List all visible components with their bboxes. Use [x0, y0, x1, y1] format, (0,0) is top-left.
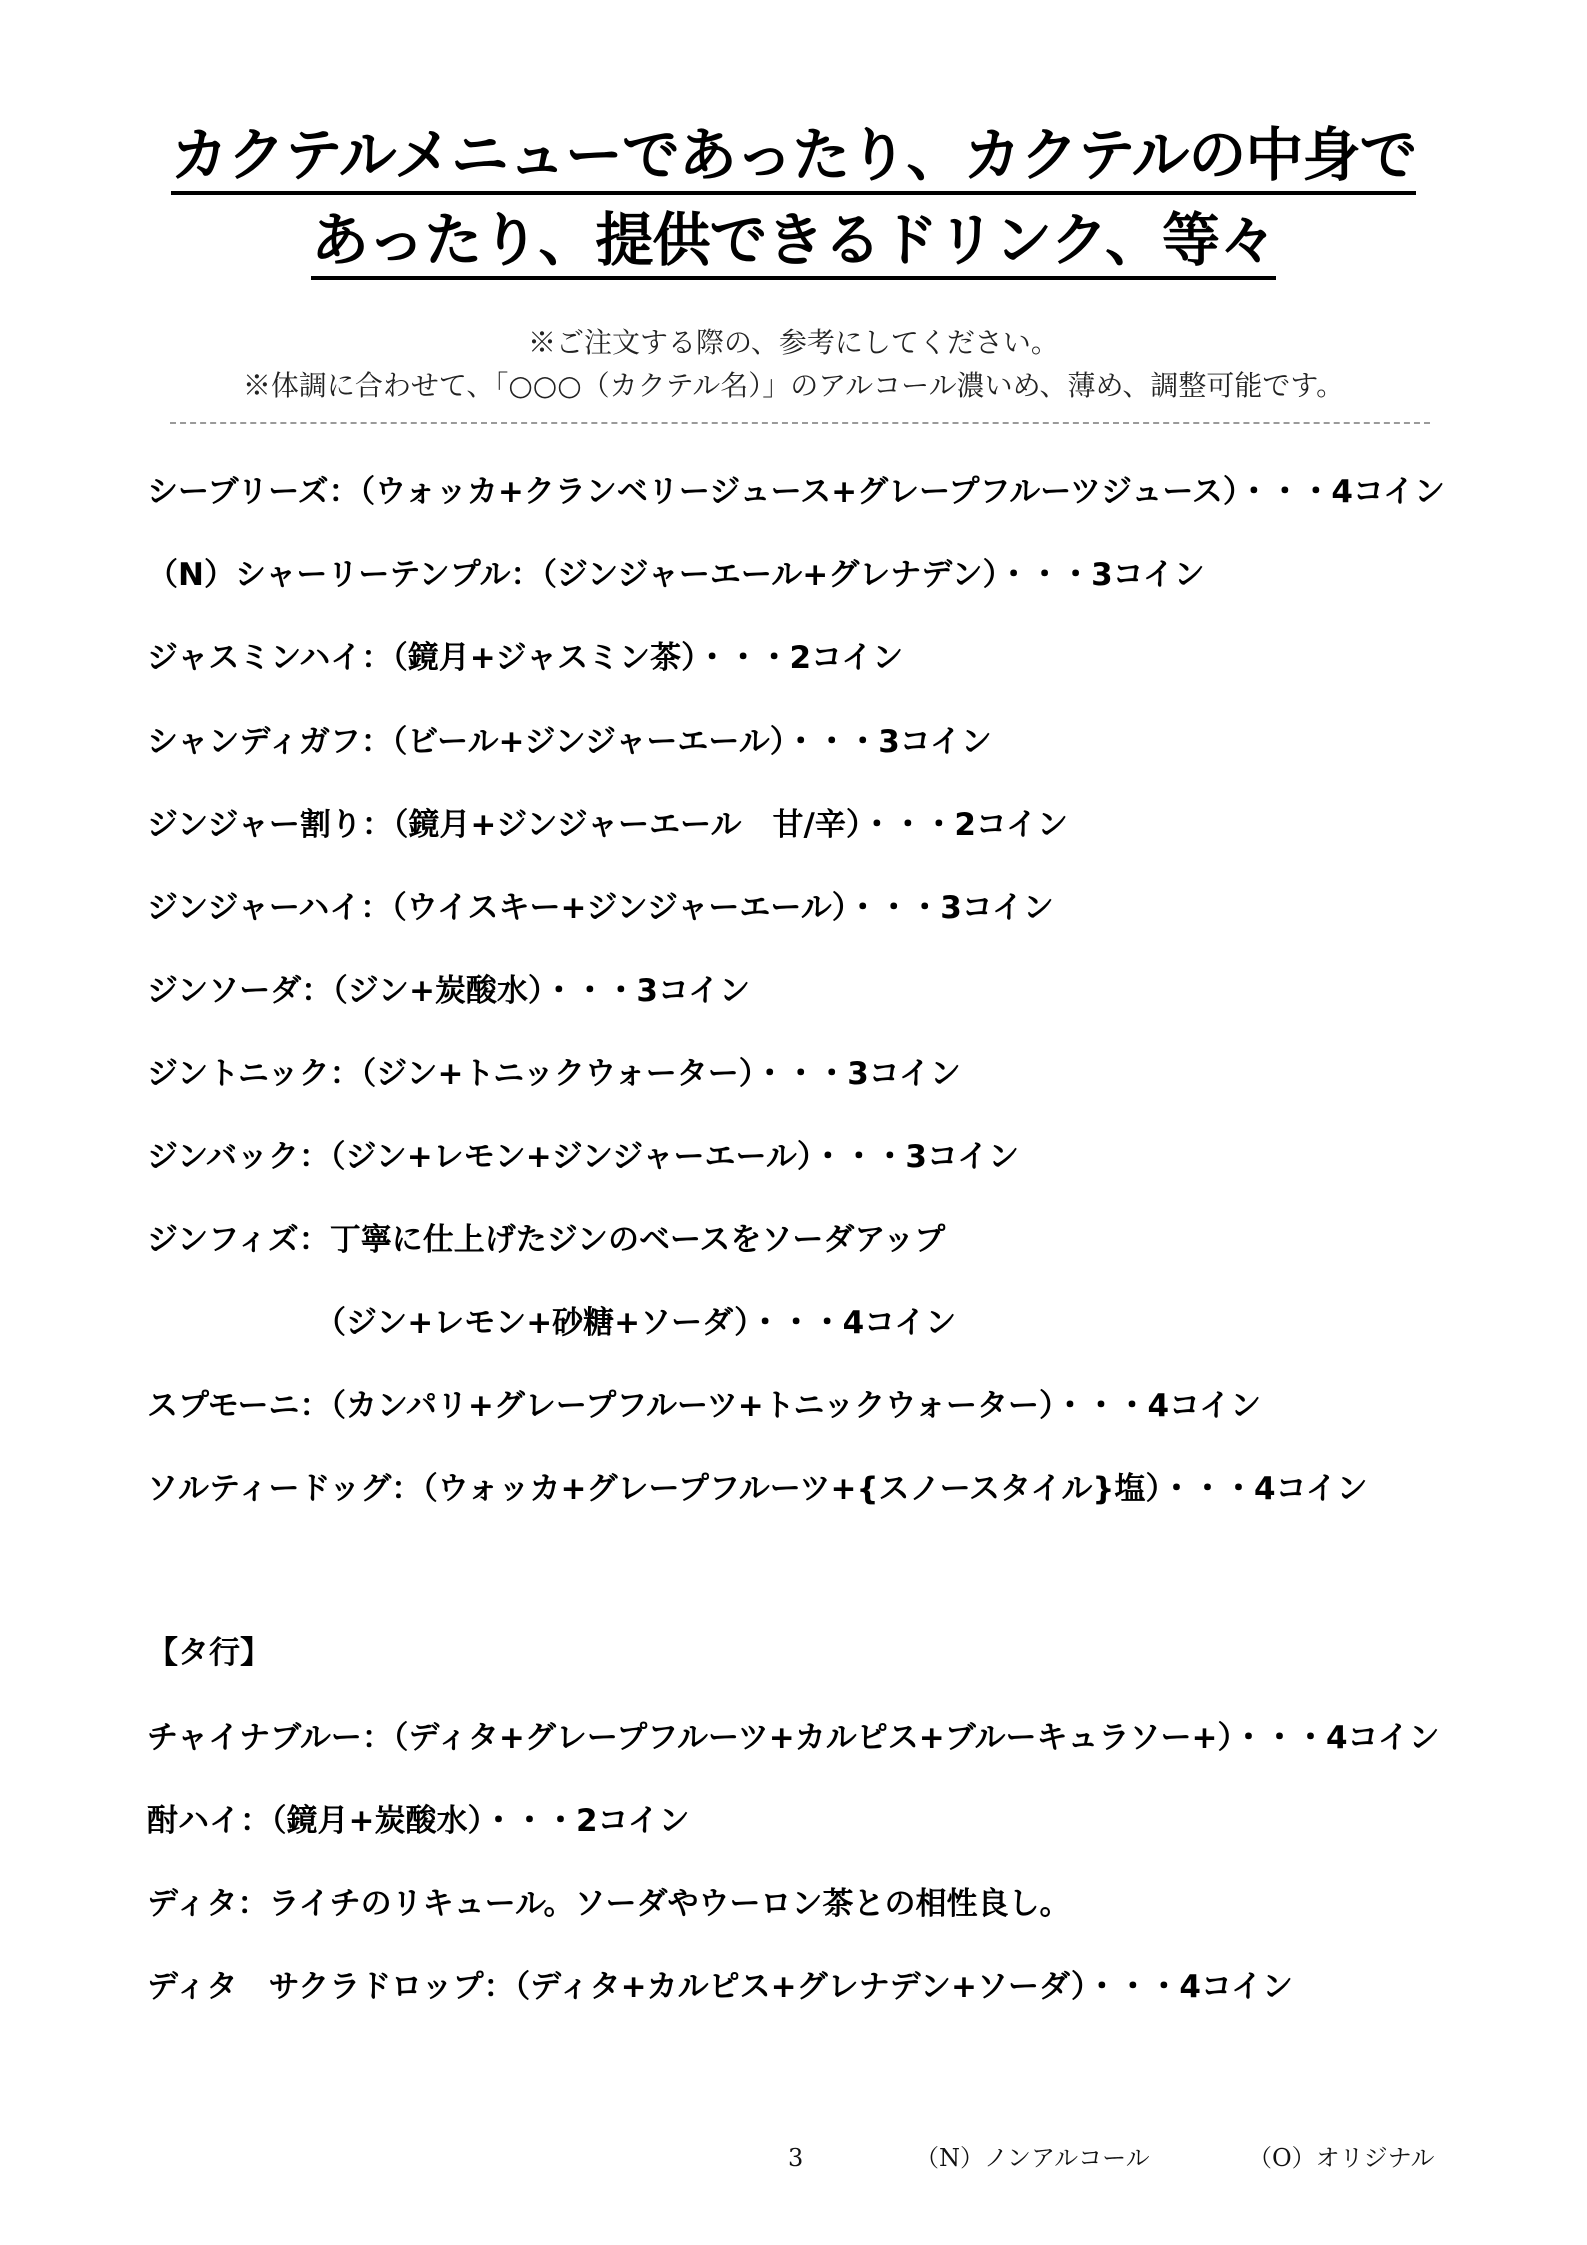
menu-item-gin-buck: ジンバック：（ジン+レモン+ジンジャーエール）・・・3コイン [147, 1139, 1020, 1175]
page-title-line-1 [0, 120, 1587, 190]
title-text-2: あったり、提供できるドリンク、等々 [311, 206, 1276, 280]
dashed-divider [170, 422, 1430, 424]
menu-item-salty-dog: ソルティードッグ：（ウォッカ+グレープフルーツ+{スノースタイル}塩）・・・4コイン [147, 1471, 1368, 1507]
menu-item-ginger-wari: ジンジャー割り：（鏡月+ジンジャーエール 甘/辛）・・・2コイン [147, 807, 1068, 843]
menu-item-sea-breeze: シーブリーズ：（ウォッカ+クランベリージュース+グレープフルーツジュース）・・・4コイン [147, 474, 1446, 510]
menu-item-gin-fizz-detail: （ジン+レモン+砂糖+ソーダ）・・・4コイン [315, 1305, 957, 1341]
title-text-1: カクテルメニューであったり、カクテルの中身で [171, 121, 1417, 195]
menu-item-gin-soda: ジンソーダ：（ジン+炭酸水）・・・3コイン [147, 973, 751, 1009]
legend-original: （O）オリジナル [1248, 2144, 1435, 2172]
menu-item-china-blue: チャイナブルー：（ディタ+グレープフルーツ+カルピス+ブルーキュラソー+）・・・4コイン [147, 1720, 1440, 1756]
menu-item-ginger-high: ジンジャーハイ：（ウイスキー+ジンジャーエール）・・・3コイン [147, 890, 1054, 926]
menu-item-shandygaff: シャンディガフ：（ビール+ジンジャーエール）・・・3コイン [147, 724, 992, 760]
menu-item-gin-fizz: ジンフィズ：丁寧に仕上げたジンのベースをソーダアップ [147, 1222, 946, 1258]
page-number: 3 [788, 2144, 804, 2172]
page-title-line-2 [0, 205, 1587, 275]
menu-item-dita: ディタ：ライチのリキュール。ソーダやウーロン茶との相性良し。 [147, 1886, 1071, 1922]
legend-non-alcohol: （N）ノンアルコール [915, 2144, 1150, 2172]
menu-item-dita-sakura-drop: ディタ サクラドロップ：（ディタ+カルピス+グレナデン+ソーダ）・・・4コイン [147, 1969, 1294, 2005]
menu-item-chuhai: 酎ハイ：（鏡月+炭酸水）・・・2コイン [147, 1803, 690, 1839]
section-heading-ta: 【タ行】 [147, 1635, 271, 1671]
menu-item-spumoni: スプモーニ：（カンパリ+グレープフルーツ+トニックウォーター）・・・4コイン [147, 1388, 1262, 1424]
strength-note: ※体調に合わせて、「○○○（カクテル名）」のアルコール濃いめ、薄め、調整可能です。 [242, 369, 1345, 402]
menu-item-gin-tonic: ジントニック：（ジン+トニックウォーター）・・・3コイン [147, 1056, 961, 1092]
menu-item-shirley-temple: （N）シャーリーテンプル：（ジンジャーエール+グレナデン）・・・3コイン [147, 557, 1205, 593]
menu-item-jasmine-high: ジャスミンハイ：（鏡月+ジャスミン茶）・・・2コイン [147, 640, 904, 676]
order-note: ※ご注文する際の、参考にしてください。 [528, 326, 1059, 359]
